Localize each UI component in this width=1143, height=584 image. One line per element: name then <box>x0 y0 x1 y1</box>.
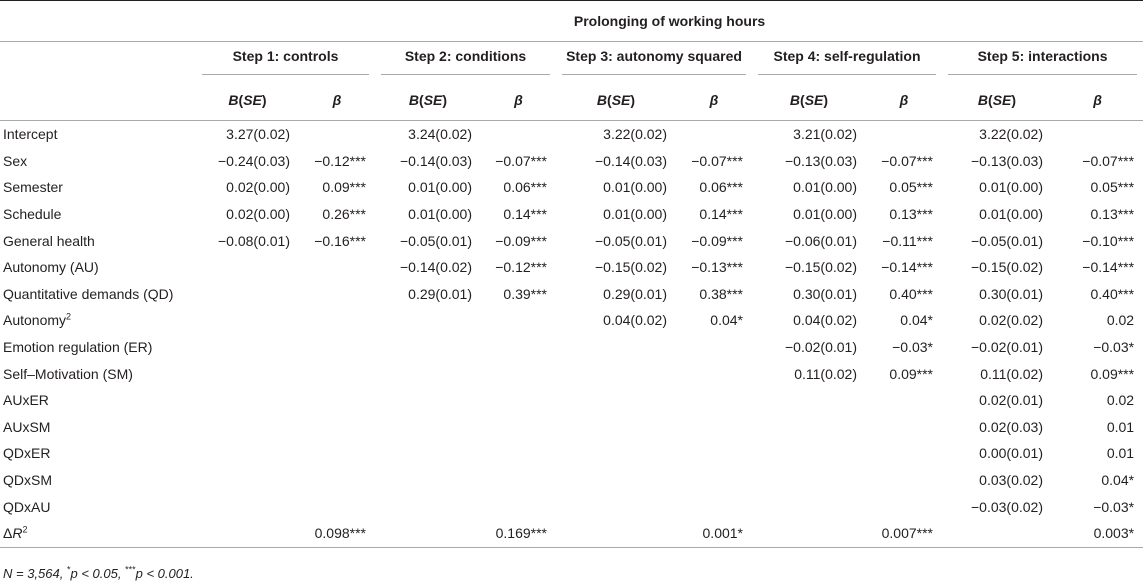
delta-symbol: Δ <box>3 525 13 542</box>
step-header-row <box>0 42 1143 81</box>
cell-b-se <box>752 493 866 520</box>
b-symbol: B <box>408 92 420 108</box>
row-label-text: AUxER <box>3 392 49 409</box>
row-label-text: Intercept <box>3 126 58 143</box>
col-header-b-se <box>556 80 676 121</box>
cell-b-se: 0.01(0.00) <box>603 179 667 196</box>
superscript: 2 <box>22 524 28 535</box>
table-row <box>0 121 1143 148</box>
cell-beta: −0.12*** <box>314 152 366 169</box>
cell-b-se <box>556 360 676 387</box>
cell-b-se <box>752 467 866 494</box>
se-symbol: SE <box>611 92 631 108</box>
b-symbol: B <box>596 92 608 108</box>
cell-beta: 0.05*** <box>1090 179 1135 196</box>
step-header-1 <box>196 42 375 81</box>
cell-b-se: 3.27(0.02) <box>226 126 290 143</box>
cell-beta <box>1052 121 1143 148</box>
table-row <box>0 360 1143 387</box>
cell-beta: −0.07*** <box>495 152 547 169</box>
cell-b-se <box>196 360 299 387</box>
cell-b-se: −0.08(0.01) <box>218 232 290 249</box>
row-label-text: Semester <box>3 179 63 196</box>
step-header-2 <box>375 42 556 81</box>
cell-beta <box>299 414 375 441</box>
cell-beta: 0.04* <box>710 312 743 329</box>
cell-beta <box>866 440 942 467</box>
row-label-text: Quantitative demands (QD) <box>3 285 174 302</box>
cell-beta <box>676 360 752 387</box>
cell-b-se: 0.01(0.00) <box>408 206 472 223</box>
row-label-text: QDxER <box>3 445 51 462</box>
step-header-5 <box>942 42 1143 81</box>
se-symbol: SE <box>243 92 262 108</box>
r-symbol: R <box>12 525 23 542</box>
cell-beta <box>481 334 556 361</box>
cell-b-se: 3.22(0.02) <box>979 126 1043 143</box>
row-label-text: Self–Motivation (SM) <box>3 365 133 382</box>
cell-beta: 0.14*** <box>699 206 743 223</box>
cell-b-se: −0.14(0.03) <box>400 152 472 169</box>
row-label <box>0 307 196 334</box>
superscript: 2 <box>66 311 72 322</box>
cell-b-se: 0.00(0.01) <box>979 445 1043 462</box>
cell-b-se: −0.02(0.01) <box>785 339 857 356</box>
col-header-beta <box>1052 80 1143 121</box>
cell-beta <box>299 387 375 414</box>
cell-beta: 0.13*** <box>1090 206 1135 223</box>
col-header-beta <box>481 80 556 121</box>
cell-beta: 0.01 <box>1106 418 1135 435</box>
cell-b-se <box>556 467 676 494</box>
cell-beta: 0.098*** <box>299 520 375 547</box>
cell-b-se <box>375 440 481 467</box>
row-label-text: Autonomy (AU) <box>3 259 99 276</box>
beta-symbol: β <box>332 92 342 108</box>
cell-b-se: 0.01(0.00) <box>603 206 667 223</box>
beta-symbol: β <box>514 92 523 108</box>
cell-b-se: −0.14(0.03) <box>595 152 667 169</box>
cell-b-se <box>196 387 299 414</box>
row-label-text: QDxSM <box>3 472 52 489</box>
cell-b-se: 0.30(0.01) <box>793 285 857 302</box>
table-row <box>0 281 1143 308</box>
table-row <box>0 493 1143 520</box>
cell-b-se: −0.13(0.03) <box>971 152 1043 169</box>
cell-beta: 0.007*** <box>866 520 942 547</box>
cell-b-se <box>375 387 481 414</box>
row-label-text: Schedule <box>3 206 62 223</box>
cell-beta <box>299 334 375 361</box>
table-title: Prolonging of working hours <box>196 1 1143 42</box>
cell-b-se <box>752 414 866 441</box>
cell-beta <box>676 440 752 467</box>
row-label <box>0 254 196 281</box>
table-row <box>0 227 1143 254</box>
cell-beta <box>866 387 942 414</box>
cell-b-se: 0.02(0.01) <box>979 392 1043 409</box>
row-label <box>0 440 196 467</box>
cell-beta: 0.06*** <box>699 179 743 196</box>
table-body <box>0 121 1143 548</box>
cell-beta: 0.40*** <box>1090 285 1135 302</box>
table-row <box>0 254 1143 281</box>
row-label-text: Sex <box>3 152 28 169</box>
cell-beta: 0.01 <box>1106 445 1135 462</box>
table-row <box>0 201 1143 228</box>
stub-header-cell <box>0 1 196 42</box>
paren-open: ( <box>607 92 612 108</box>
cell-b-se: −0.24(0.03) <box>218 152 290 169</box>
row-label <box>0 520 196 547</box>
footnote-p-0001: p < 0.001. <box>135 566 194 581</box>
col-header-beta <box>299 80 375 121</box>
se-symbol: SE <box>804 92 824 108</box>
step-header-label: Step 3: autonomy squared <box>562 48 746 75</box>
row-label <box>0 467 196 494</box>
row-label <box>0 387 196 414</box>
cell-beta <box>676 334 752 361</box>
cell-beta <box>866 414 942 441</box>
col-header-beta <box>866 80 942 121</box>
cell-beta <box>481 121 556 148</box>
cell-beta <box>481 467 556 494</box>
cell-beta <box>481 414 556 441</box>
cell-beta: −0.16*** <box>314 232 366 249</box>
cell-b-se: 0.04(0.02) <box>603 312 667 329</box>
cell-b-se <box>752 440 866 467</box>
beta-symbol: β <box>1093 92 1102 108</box>
paren-close: ) <box>1011 92 1017 108</box>
cell-beta: −0.14*** <box>881 259 933 276</box>
step-header-label: Step 2: conditions <box>381 48 550 75</box>
col-header-b-se <box>196 80 299 121</box>
se-symbol: SE <box>992 92 1012 108</box>
paren-open: ( <box>419 92 424 108</box>
table-row <box>0 440 1143 467</box>
cell-b-se: 0.01(0.00) <box>793 179 857 196</box>
cell-beta <box>299 493 375 520</box>
cell-b-se <box>196 520 299 547</box>
cell-beta: 0.04* <box>1101 472 1135 489</box>
b-symbol: B <box>977 92 989 108</box>
col-header-beta <box>676 80 752 121</box>
row-label <box>0 121 196 148</box>
cell-beta: 0.001* <box>676 520 752 547</box>
cell-b-se: 3.24(0.02) <box>408 126 472 143</box>
cell-b-se <box>375 360 481 387</box>
cell-b-se <box>556 414 676 441</box>
cell-beta <box>676 414 752 441</box>
cell-beta <box>299 254 375 281</box>
cell-b-se <box>375 334 481 361</box>
row-label <box>0 414 196 441</box>
step-header-label: Step 1: controls <box>202 48 369 75</box>
cell-b-se: 3.21(0.02) <box>793 126 857 143</box>
cell-beta: −0.09*** <box>691 232 743 249</box>
subheader-row <box>0 80 1143 121</box>
row-label <box>0 493 196 520</box>
cell-b-se <box>556 334 676 361</box>
cell-b-se: −0.06(0.01) <box>785 232 857 249</box>
cell-beta: 0.14*** <box>503 206 547 223</box>
cell-b-se <box>752 387 866 414</box>
cell-b-se: −0.15(0.02) <box>785 259 857 276</box>
row-label <box>0 227 196 254</box>
row-label <box>0 148 196 175</box>
cell-b-se: 0.29(0.01) <box>603 285 667 302</box>
table-row <box>0 520 1143 547</box>
cell-beta: 0.05*** <box>889 179 933 196</box>
table-row <box>0 387 1143 414</box>
cell-b-se: 0.11(0.02) <box>980 365 1043 382</box>
cell-b-se <box>556 493 676 520</box>
se-symbol: SE <box>423 92 443 108</box>
cell-beta <box>676 387 752 414</box>
cell-beta: 0.06*** <box>503 179 547 196</box>
cell-beta: 0.09*** <box>322 179 366 196</box>
table-row <box>0 307 1143 334</box>
cell-beta <box>299 121 375 148</box>
cell-beta <box>866 121 942 148</box>
cell-beta <box>481 493 556 520</box>
cell-beta: 0.13*** <box>889 206 933 223</box>
row-label-text: Autonomy <box>3 312 67 329</box>
cell-b-se: −0.02(0.01) <box>971 339 1043 356</box>
cell-b-se <box>196 440 299 467</box>
cell-beta: −0.13*** <box>691 259 743 276</box>
cell-beta <box>481 360 556 387</box>
cell-beta <box>299 467 375 494</box>
cell-beta: −0.10*** <box>1082 232 1135 249</box>
paren-close: ) <box>442 92 448 108</box>
cell-b-se <box>556 387 676 414</box>
step-header-label: Step 4: self-regulation <box>758 48 936 75</box>
cell-beta: −0.07*** <box>691 152 743 169</box>
row-label-text: QDxAU <box>3 498 51 515</box>
cell-b-se: 0.02(0.03) <box>979 418 1043 435</box>
row-label <box>0 174 196 201</box>
cell-b-se <box>375 307 481 334</box>
cell-b-se: 0.04(0.02) <box>793 312 857 329</box>
row-label <box>0 281 196 308</box>
table-row <box>0 148 1143 175</box>
paren-open: ( <box>238 92 244 108</box>
footnote-p-005: p < 0.05, <box>70 566 122 581</box>
col-header-b-se <box>375 80 481 121</box>
cell-b-se: 0.01(0.00) <box>979 179 1043 196</box>
beta-symbol: β <box>709 92 719 108</box>
cell-b-se <box>375 493 481 520</box>
cell-beta <box>299 307 375 334</box>
cell-b-se: −0.05(0.01) <box>595 232 667 249</box>
cell-b-se: 0.03(0.02) <box>979 472 1043 489</box>
col-header-b-se <box>752 80 866 121</box>
paren-close: ) <box>630 92 636 108</box>
cell-b-se: 3.22(0.02) <box>603 126 667 143</box>
table-row <box>0 174 1143 201</box>
cell-b-se: 0.01(0.00) <box>408 179 472 196</box>
cell-b-se <box>196 467 299 494</box>
cell-beta: −0.14*** <box>1082 259 1135 276</box>
footnote-sample-size: N = 3,564, <box>3 566 64 581</box>
table-row <box>0 414 1143 441</box>
row-label <box>0 334 196 361</box>
cell-b-se: 0.02(0.02) <box>979 312 1043 329</box>
cell-beta: −0.11*** <box>882 232 933 249</box>
step-header-4 <box>752 42 942 81</box>
cell-beta <box>866 467 942 494</box>
footnote-star-3: *** <box>125 564 136 575</box>
cell-beta <box>676 121 752 148</box>
cell-b-se <box>196 334 299 361</box>
cell-beta: −0.12*** <box>495 259 547 276</box>
cell-b-se <box>196 414 299 441</box>
paren-open: ( <box>800 92 805 108</box>
cell-beta: 0.003* <box>1052 520 1143 547</box>
cell-b-se <box>196 281 299 308</box>
step-header-3 <box>556 42 752 81</box>
table-row <box>0 334 1143 361</box>
cell-beta: 0.04* <box>900 312 933 329</box>
cell-b-se <box>752 520 866 547</box>
cell-beta: 0.40*** <box>889 285 933 302</box>
cell-beta: −0.09*** <box>495 232 547 249</box>
row-label-text: AUxSM <box>3 418 51 435</box>
cell-b-se <box>556 520 676 547</box>
cell-beta: 0.169*** <box>481 520 556 547</box>
cell-b-se <box>196 254 299 281</box>
cell-beta <box>481 387 556 414</box>
cell-b-se: 0.01(0.00) <box>793 206 857 223</box>
cell-beta: 0.39*** <box>503 285 547 302</box>
row-label-text: General health <box>3 232 95 249</box>
cell-b-se: −0.15(0.02) <box>971 259 1043 276</box>
cell-beta: −0.07*** <box>881 152 933 169</box>
beta-symbol: β <box>899 92 909 108</box>
row-label <box>0 360 196 387</box>
cell-beta: 0.09*** <box>889 365 933 382</box>
cell-b-se: −0.15(0.02) <box>595 259 667 276</box>
row-label <box>0 201 196 228</box>
stub-header-cell <box>0 42 196 81</box>
cell-beta <box>299 281 375 308</box>
cell-beta: 0.02 <box>1106 392 1135 409</box>
cell-b-se: −0.03(0.02) <box>971 498 1043 515</box>
cell-b-se <box>556 440 676 467</box>
cell-beta: −0.03* <box>892 339 933 356</box>
cell-b-se: 0.02(0.00) <box>226 206 290 223</box>
b-symbol: B <box>228 92 239 108</box>
cell-b-se: −0.14(0.02) <box>400 259 472 276</box>
cell-beta: −0.03* <box>1093 339 1135 356</box>
b-symbol: B <box>789 92 801 108</box>
col-header-b-se <box>942 80 1052 121</box>
cell-beta <box>299 440 375 467</box>
cell-beta: 0.26*** <box>322 206 366 223</box>
cell-beta: 0.02 <box>1106 312 1135 329</box>
cell-b-se: 0.02(0.00) <box>226 179 290 196</box>
step-header-label: Step 5: interactions <box>948 48 1137 75</box>
cell-beta <box>299 360 375 387</box>
cell-beta <box>481 440 556 467</box>
row-label-text: Emotion regulation (ER) <box>3 339 153 356</box>
cell-b-se <box>196 307 299 334</box>
cell-b-se: −0.05(0.01) <box>400 232 472 249</box>
cell-b-se <box>942 520 1052 547</box>
paren-close: ) <box>261 92 267 108</box>
cell-beta <box>676 493 752 520</box>
paren-open: ( <box>988 92 993 108</box>
table-row <box>0 467 1143 494</box>
cell-beta: −0.07*** <box>1082 152 1135 169</box>
stub-header-cell <box>0 80 196 121</box>
cell-beta <box>481 307 556 334</box>
cell-b-se <box>196 493 299 520</box>
cell-b-se: 0.30(0.01) <box>979 285 1043 302</box>
cell-b-se: −0.13(0.03) <box>785 152 857 169</box>
paren-close: ) <box>823 92 829 108</box>
footnote-star-1: * <box>66 564 71 575</box>
cell-b-se <box>375 414 481 441</box>
cell-b-se: 0.01(0.00) <box>979 206 1043 223</box>
cell-b-se <box>375 520 481 547</box>
cell-b-se: 0.29(0.01) <box>408 285 472 302</box>
table-footnote <box>3 566 194 581</box>
cell-beta: −0.03* <box>1093 498 1135 515</box>
cell-b-se: 0.11(0.02) <box>794 365 857 382</box>
cell-b-se <box>375 467 481 494</box>
cell-beta <box>866 493 942 520</box>
cell-beta: 0.09*** <box>1090 365 1135 382</box>
cell-b-se: −0.05(0.01) <box>971 232 1043 249</box>
cell-beta: 0.38*** <box>699 285 743 302</box>
cell-beta <box>676 467 752 494</box>
